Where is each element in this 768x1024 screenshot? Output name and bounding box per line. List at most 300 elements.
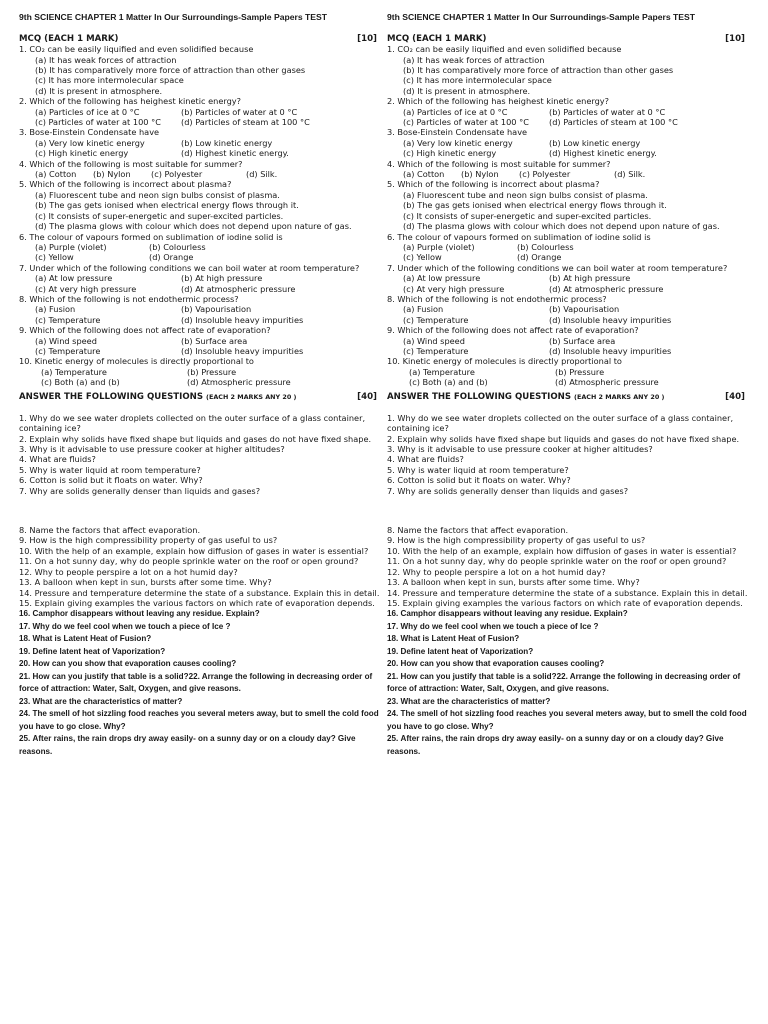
question-number: 23. <box>19 696 31 706</box>
mcq-option: (d) Orange <box>149 252 194 263</box>
short-question <box>19 454 381 464</box>
mcq-question <box>387 294 749 304</box>
question-number: 20. <box>19 659 31 669</box>
question-text: Which of the following is most suitable for summer? <box>29 158 243 169</box>
question-text: Bose-Einstein Condensate have <box>29 127 160 138</box>
question-number: 8. <box>19 525 27 536</box>
long-question <box>19 733 381 758</box>
long-question <box>387 696 749 709</box>
answer-marks: [40] <box>725 391 745 402</box>
long-question <box>19 646 381 659</box>
question-text: Explain giving examples the various factors on which rate of evaporation depends. <box>402 597 743 608</box>
question-text: Why is it advisable to use pressure cooker at higher altitudes? <box>29 444 285 455</box>
mcq-option: (a) Cotton <box>35 169 77 180</box>
mcq-options <box>19 190 381 232</box>
long-question <box>19 671 381 696</box>
mcq-question <box>387 44 749 54</box>
question-number: 18. <box>387 634 399 644</box>
question-text: CO₂ can be easily liquified and even solidified because <box>397 44 622 55</box>
mcq-option: (a) Fluorescent tube and neon sign bulbs consist of plasma. <box>35 189 280 200</box>
mcq-option: (b) Particles of water at 0 °C <box>549 106 666 117</box>
question-text: Why is water liquid at room temperature? <box>29 464 201 475</box>
question-text: On a hot sunny day, why do people sprinkle water on the roof or open ground? <box>34 556 359 567</box>
long-question <box>387 633 749 646</box>
mcq-option: (d) Highest kinetic energy. <box>181 148 289 159</box>
mcq-option: (a) Very low kinetic energy <box>403 137 513 148</box>
test-paper-right <box>387 12 749 758</box>
mcq-question <box>19 294 381 304</box>
question-number: 8. <box>387 525 395 536</box>
mcq-question <box>19 263 381 273</box>
question-number: 10. <box>387 545 401 556</box>
question-number: 2. <box>387 433 395 444</box>
question-text: How is the high compressibility property of gas useful to us? <box>29 535 278 546</box>
mcq-section-title <box>19 34 381 44</box>
mcq-options <box>19 273 381 294</box>
mcq-option: (b) Surface area <box>549 335 616 346</box>
question-number: 3. <box>387 127 395 138</box>
question-number: 4. <box>387 454 395 465</box>
mcq-option: (b) It has comparatively more force of attraction than other gases <box>35 65 306 76</box>
mcq-question <box>387 325 749 335</box>
mcq-option: (c) High kinetic energy <box>35 148 129 159</box>
question-number: 12. <box>387 566 401 577</box>
question-text: Pressure and temperature determine the state of a substance. Explain this in detail. <box>34 587 380 598</box>
question-number: 2. <box>19 433 27 444</box>
mcq-option: (c) Polyester <box>151 169 203 180</box>
mcq-option: (d) Orange <box>517 252 562 263</box>
long-question <box>19 696 381 709</box>
mcq-option: (c) It consists of super-energetic and super-excited particles. <box>35 210 284 221</box>
question-text: Which of the following is most suitable for summer? <box>397 158 611 169</box>
mcq-option: (c) Yellow <box>35 252 74 263</box>
mcq-option: (d) Atmospheric pressure <box>555 377 659 388</box>
mcq-option: (d) It is present in atmosphere. <box>403 85 531 96</box>
mcq-options <box>387 367 749 388</box>
short-question <box>387 434 749 444</box>
mcq-list <box>387 44 749 387</box>
question-text: How can you justify that table is a solid?22. Arrange the following in decreasing order of force of attraction: Water, Salt, Oxygen, and give reasons. <box>387 671 741 694</box>
question-text: Pressure and temperature determine the state of a substance. Explain this in detail. <box>402 587 748 598</box>
mcq-option: (c) Yellow <box>403 252 442 263</box>
question-number: 9. <box>387 325 395 336</box>
question-text: Which of the following is not endothermic process? <box>397 293 607 304</box>
mcq-options <box>19 336 381 357</box>
question-number: 13. <box>19 577 33 588</box>
short-question <box>19 525 381 535</box>
mcq-option: (b) The gas gets ionised when electrical energy flows through it. <box>35 200 299 211</box>
mcq-options <box>387 242 749 263</box>
mcq-option: (a) Fusion <box>403 304 444 315</box>
question-text: Why to people perspire a lot on a hot humid day? <box>34 566 238 577</box>
question-text: What is Latent Heat of Fusion? <box>32 634 152 644</box>
mcq-question <box>19 356 381 366</box>
mcq-option: (b) Colourless <box>517 241 574 252</box>
mcq-option: (b) The gas gets ionised when electrical energy flows through it. <box>403 200 667 211</box>
long-question <box>19 658 381 671</box>
question-number: 23. <box>387 696 399 706</box>
question-number: 12. <box>19 566 33 577</box>
answer-title-wrap <box>387 392 664 402</box>
mcq-options <box>19 55 381 97</box>
question-number: 24. <box>387 709 399 719</box>
short-question <box>387 556 749 566</box>
answer-title: ANSWER THE FOLLOWING QUESTIONS <box>387 391 572 402</box>
answer-note: (EACH 2 MARKS ANY 20 ) <box>206 392 297 401</box>
short-question-list <box>387 413 749 609</box>
answer-marks: [40] <box>357 391 377 402</box>
question-number: 1. <box>387 44 395 55</box>
short-question <box>387 475 749 485</box>
question-number: 3. <box>19 444 27 455</box>
question-text: Which of the following has heighest kinetic energy? <box>397 96 610 107</box>
mcq-question <box>19 159 381 169</box>
question-number: 1. <box>387 412 395 423</box>
mcq-options <box>387 190 749 232</box>
mcq-option: (a) Cotton <box>403 169 445 180</box>
short-question <box>19 546 381 556</box>
question-text: After rains, the rain drops dry away easily- on a sunny day or on a cloudy day? Give reasons. <box>19 734 356 756</box>
mcq-option: (d) Insoluble heavy impurities <box>181 345 304 356</box>
short-question <box>387 413 749 434</box>
long-question-list <box>19 608 381 758</box>
short-question <box>19 444 381 454</box>
question-text: What is Latent Heat of Fusion? <box>400 634 520 644</box>
question-text: Kinetic energy of molecules is directly proportional to <box>402 356 622 367</box>
short-question <box>387 546 749 556</box>
paper-header: 9th SCIENCE CHAPTER 1 Matter In Our Surroundings-Sample Papers TEST <box>387 12 695 22</box>
mcq-option: (c) At very high pressure <box>35 283 137 294</box>
question-number: 2. <box>19 96 27 107</box>
short-question <box>19 475 381 485</box>
short-question <box>19 434 381 444</box>
question-number: 14. <box>387 587 401 598</box>
question-number: 15. <box>19 597 33 608</box>
question-text: What are the characteristics of matter? <box>400 696 551 706</box>
question-text: Camphor disappears without leaving any residue. Explain? <box>32 609 260 619</box>
short-question <box>387 525 749 535</box>
mcq-title: MCQ (EACH 1 MARK) <box>19 34 119 44</box>
short-question <box>387 567 749 577</box>
question-number: 21. <box>19 671 31 681</box>
question-text: Explain why solids have fixed shape but liquids and gases do not have fixed shape. <box>29 433 372 444</box>
mcq-option: (d) The plasma glows with colour which does not depend upon nature of gas. <box>403 221 720 232</box>
mcq-option: (d) It is present in atmosphere. <box>35 85 163 96</box>
question-text: Camphor disappears without leaving any residue. Explain? <box>400 609 628 619</box>
mcq-option: (a) Temperature <box>409 366 475 377</box>
short-question <box>19 567 381 577</box>
mcq-options <box>387 336 749 357</box>
question-number: 17. <box>19 621 31 631</box>
question-number: 7. <box>19 485 27 496</box>
question-number: 8. <box>387 293 395 304</box>
short-question <box>387 444 749 454</box>
mcq-option: (c) Temperature <box>403 314 469 325</box>
short-question <box>19 588 381 598</box>
mcq-question <box>19 96 381 106</box>
mcq-option: (d) Silk. <box>246 169 278 180</box>
question-number: 14. <box>19 587 33 598</box>
question-number: 6. <box>19 475 27 486</box>
mcq-option: (b) It has comparatively more force of attraction than other gases <box>403 65 674 76</box>
question-text: Why do we see water droplets collected on the outer surface of a glass container, containing ice? <box>387 412 734 434</box>
question-number: 4. <box>19 454 27 465</box>
mcq-option: (a) Purple (violet) <box>403 241 475 252</box>
question-number: 24. <box>19 709 31 719</box>
mcq-option: (b) Low kinetic energy <box>549 137 641 148</box>
answer-section-title <box>387 392 749 402</box>
long-question <box>19 708 381 733</box>
long-question <box>19 621 381 634</box>
mcq-option: (c) Particles of water at 100 °C <box>35 117 161 128</box>
long-question <box>19 608 381 621</box>
short-question <box>387 588 749 598</box>
mcq-options <box>19 138 381 159</box>
mcq-option: (b) Surface area <box>181 335 248 346</box>
mcq-option: (b) Pressure <box>187 366 237 377</box>
question-number: 10. <box>19 356 33 367</box>
mcq-question <box>387 356 749 366</box>
question-text: Name the factors that affect evaporation. <box>29 525 201 536</box>
question-text: A balloon when kept in sun, bursts after some time. Why? <box>402 577 640 588</box>
question-text: Why are solids generally denser than liquids and gases? <box>397 485 629 496</box>
mcq-options <box>387 55 749 97</box>
mcq-option: (c) It has more intermolecular space <box>35 75 184 86</box>
mcq-option: (a) Very low kinetic energy <box>35 137 145 148</box>
long-question <box>387 733 749 758</box>
mcq-option: (b) Nylon <box>93 169 131 180</box>
question-number: 18. <box>19 634 31 644</box>
question-text: Which of the following does not affect rate of evaporation? <box>397 325 639 336</box>
mcq-options <box>387 304 749 325</box>
mcq-options <box>19 304 381 325</box>
question-text: Explain giving examples the various factors on which rate of evaporation depends. <box>34 597 375 608</box>
mcq-option: (d) Particles of steam at 100 °C <box>181 117 310 128</box>
answer-title-wrap <box>19 392 296 402</box>
question-number: 7. <box>19 262 27 273</box>
question-text: A balloon when kept in sun, bursts after some time. Why? <box>34 577 272 588</box>
question-text: What are the characteristics of matter? <box>32 696 183 706</box>
mcq-option: (c) Polyester <box>519 169 571 180</box>
question-text: CO₂ can be easily liquified and even solidified because <box>29 44 254 55</box>
mcq-option: (c) Both (a) and (b) <box>41 377 120 388</box>
question-text: How can you justify that table is a solid?22. Arrange the following in decreasing order of force of attraction: Water, Salt, Oxygen, and give reasons. <box>19 671 373 694</box>
question-text: Why is it advisable to use pressure cooker at higher altitudes? <box>397 444 653 455</box>
mcq-option: (a) Fusion <box>35 304 76 315</box>
mcq-option: (c) Temperature <box>35 345 101 356</box>
mcq-option: (a) At low pressure <box>35 273 113 284</box>
question-text: What are fluids? <box>397 454 464 465</box>
question-text: Why to people perspire a lot on a hot humid day? <box>402 566 606 577</box>
long-question <box>387 658 749 671</box>
test-paper-left <box>19 12 381 758</box>
question-number: 25. <box>387 734 399 744</box>
question-number: 10. <box>387 356 401 367</box>
long-question <box>387 671 749 696</box>
mcq-options <box>387 169 749 179</box>
question-number: 5. <box>19 179 27 190</box>
question-text: The smell of hot sizzling food reaches you several meters away, but to smell the cold food you have to go close. Why? <box>387 709 747 731</box>
mcq-question <box>19 232 381 242</box>
mcq-option: (b) Low kinetic energy <box>181 137 273 148</box>
mcq-option: (c) It has more intermolecular space <box>403 75 552 86</box>
mcq-option: (a) It has weak forces of attraction <box>35 54 177 65</box>
paper-header: 9th SCIENCE CHAPTER 1 Matter In Our Surroundings-Sample Papers TEST <box>19 12 327 22</box>
mcq-option: (a) Wind speed <box>35 335 97 346</box>
question-text: Which of the following has heighest kinetic energy? <box>29 96 242 107</box>
mcq-options <box>19 169 381 179</box>
mcq-option: (a) Particles of ice at 0 °C <box>403 106 508 117</box>
question-text: Why is water liquid at room temperature? <box>397 464 569 475</box>
question-text: Why do we see water droplets collected on the outer surface of a glass container, containing ice? <box>19 412 366 434</box>
mcq-option: (a) Particles of ice at 0 °C <box>35 106 140 117</box>
question-number: 9. <box>19 325 27 336</box>
mcq-option: (d) Silk. <box>614 169 646 180</box>
short-question <box>387 454 749 464</box>
short-question <box>387 486 749 496</box>
mcq-option: (b) Vapourisation <box>181 304 252 315</box>
question-number: 5. <box>387 179 395 190</box>
mcq-options <box>387 273 749 294</box>
mcq-question <box>19 127 381 137</box>
question-number: 6. <box>19 231 27 242</box>
question-text: On a hot sunny day, why do people sprinkle water on the roof or open ground? <box>402 556 727 567</box>
mcq-question <box>19 325 381 335</box>
mcq-list <box>19 44 381 387</box>
question-number: 17. <box>387 621 399 631</box>
mcq-marks: [10] <box>725 34 745 44</box>
mcq-option: (d) Insoluble heavy impurities <box>549 345 672 356</box>
question-text: Cotton is solid but it floats on water. Why? <box>29 475 203 486</box>
question-text: Which of the following is not endothermic process? <box>29 293 239 304</box>
mcq-question <box>19 44 381 54</box>
short-question <box>19 413 381 434</box>
mcq-option: (b) Vapourisation <box>549 304 620 315</box>
mcq-option: (a) Temperature <box>41 366 107 377</box>
question-number: 7. <box>387 262 395 273</box>
mcq-option: (d) Atmospheric pressure <box>187 377 291 388</box>
question-text: With the help of an example, explain how diffusion of gases in water is essential? <box>34 545 369 556</box>
question-number: 16. <box>19 609 31 619</box>
question-text: After rains, the rain drops dry away easily- on a sunny day or on a cloudy day? Give reasons. <box>387 734 724 756</box>
question-text: Which of the following is incorrect about plasma? <box>397 179 600 190</box>
question-number: 5. <box>387 464 395 475</box>
mcq-title: MCQ (EACH 1 MARK) <box>387 34 487 44</box>
question-text: The smell of hot sizzling food reaches you several meters away, but to smell the cold food you have to go close. Why? <box>19 709 379 731</box>
question-number: 21. <box>387 671 399 681</box>
question-number: 9. <box>387 535 395 546</box>
question-number: 13. <box>387 577 401 588</box>
mcq-option: (d) At atmospheric pressure <box>549 283 664 294</box>
mcq-options <box>19 107 381 128</box>
short-question <box>387 465 749 475</box>
answer-note: (EACH 2 MARKS ANY 20 ) <box>574 392 665 401</box>
question-number: 16. <box>387 609 399 619</box>
mcq-question <box>387 263 749 273</box>
question-number: 19. <box>387 646 399 656</box>
mcq-option: (a) At low pressure <box>403 273 481 284</box>
mcq-option: (c) Both (a) and (b) <box>409 377 488 388</box>
question-text: The colour of vapours formed on sublimation of iodine solid is <box>397 231 651 242</box>
mcq-option: (a) Fluorescent tube and neon sign bulbs consist of plasma. <box>403 189 648 200</box>
question-text: Why do we feel cool when we touch a piece of Ice ? <box>32 621 231 631</box>
mcq-option: (c) High kinetic energy <box>403 148 497 159</box>
question-text: Define latent heat of Vaporization? <box>400 646 534 656</box>
question-text: Explain why solids have fixed shape but liquids and gases do not have fixed shape. <box>397 433 740 444</box>
long-question <box>387 621 749 634</box>
question-number: 8. <box>19 293 27 304</box>
question-text: Under which of the following conditions we can boil water at room temperature? <box>29 262 360 273</box>
short-question <box>19 598 381 608</box>
question-text: How is the high compressibility property of gas useful to us? <box>397 535 646 546</box>
long-question <box>387 608 749 621</box>
mcq-options <box>19 367 381 388</box>
question-text: Define latent heat of Vaporization? <box>32 646 166 656</box>
question-text: What are fluids? <box>29 454 96 465</box>
question-number: 6. <box>387 231 395 242</box>
mcq-option: (c) Particles of water at 100 °C <box>403 117 529 128</box>
long-question <box>387 646 749 659</box>
mcq-option: (b) At high pressure <box>549 273 631 284</box>
question-text: The colour of vapours formed on sublimation of iodine solid is <box>29 231 283 242</box>
question-number: 19. <box>19 646 31 656</box>
question-text: How can you show that evaporation causes cooling? <box>32 659 237 669</box>
question-number: 15. <box>387 597 401 608</box>
answer-title: ANSWER THE FOLLOWING QUESTIONS <box>19 391 204 402</box>
question-text: Which of the following does not affect rate of evaporation? <box>29 325 271 336</box>
mcq-option: (a) Purple (violet) <box>35 241 107 252</box>
short-question-list <box>19 413 381 609</box>
mcq-option: (c) At very high pressure <box>403 283 505 294</box>
mcq-option: (c) It consists of super-energetic and super-excited particles. <box>403 210 652 221</box>
question-number: 25. <box>19 734 31 744</box>
question-number: 7. <box>387 485 395 496</box>
long-question <box>19 633 381 646</box>
mcq-option: (a) Wind speed <box>403 335 465 346</box>
mcq-option: (a) It has weak forces of attraction <box>403 54 545 65</box>
question-number: 1. <box>19 44 27 55</box>
short-question <box>19 465 381 475</box>
question-number: 1. <box>19 412 27 423</box>
short-question <box>19 577 381 587</box>
question-text: Under which of the following conditions we can boil water at room temperature? <box>397 262 728 273</box>
short-question <box>387 577 749 587</box>
mcq-question <box>387 96 749 106</box>
question-text: How can you show that evaporation causes cooling? <box>400 659 605 669</box>
short-question <box>387 598 749 608</box>
mcq-option: (c) Temperature <box>35 314 101 325</box>
answer-section-title <box>19 392 381 402</box>
question-text: Bose-Einstein Condensate have <box>397 127 528 138</box>
mcq-option: (d) At atmospheric pressure <box>181 283 296 294</box>
question-text: Name the factors that affect evaporation. <box>397 525 569 536</box>
mcq-section-title <box>387 34 749 44</box>
question-text: Why are solids generally denser than liquids and gases? <box>29 485 261 496</box>
question-text: Cotton is solid but it floats on water. Why? <box>397 475 571 486</box>
question-number: 6. <box>387 475 395 486</box>
mcq-marks: [10] <box>357 34 377 44</box>
question-number: 4. <box>19 158 27 169</box>
mcq-option: (d) Insoluble heavy impurities <box>549 314 672 325</box>
question-number: 3. <box>19 127 27 138</box>
mcq-question <box>387 232 749 242</box>
short-question <box>19 486 381 496</box>
question-text: Why do we feel cool when we touch a piece of Ice ? <box>400 621 599 631</box>
question-number: 11. <box>387 556 401 567</box>
question-number: 11. <box>19 556 33 567</box>
question-number: 3. <box>387 444 395 455</box>
mcq-option: (b) Nylon <box>461 169 499 180</box>
